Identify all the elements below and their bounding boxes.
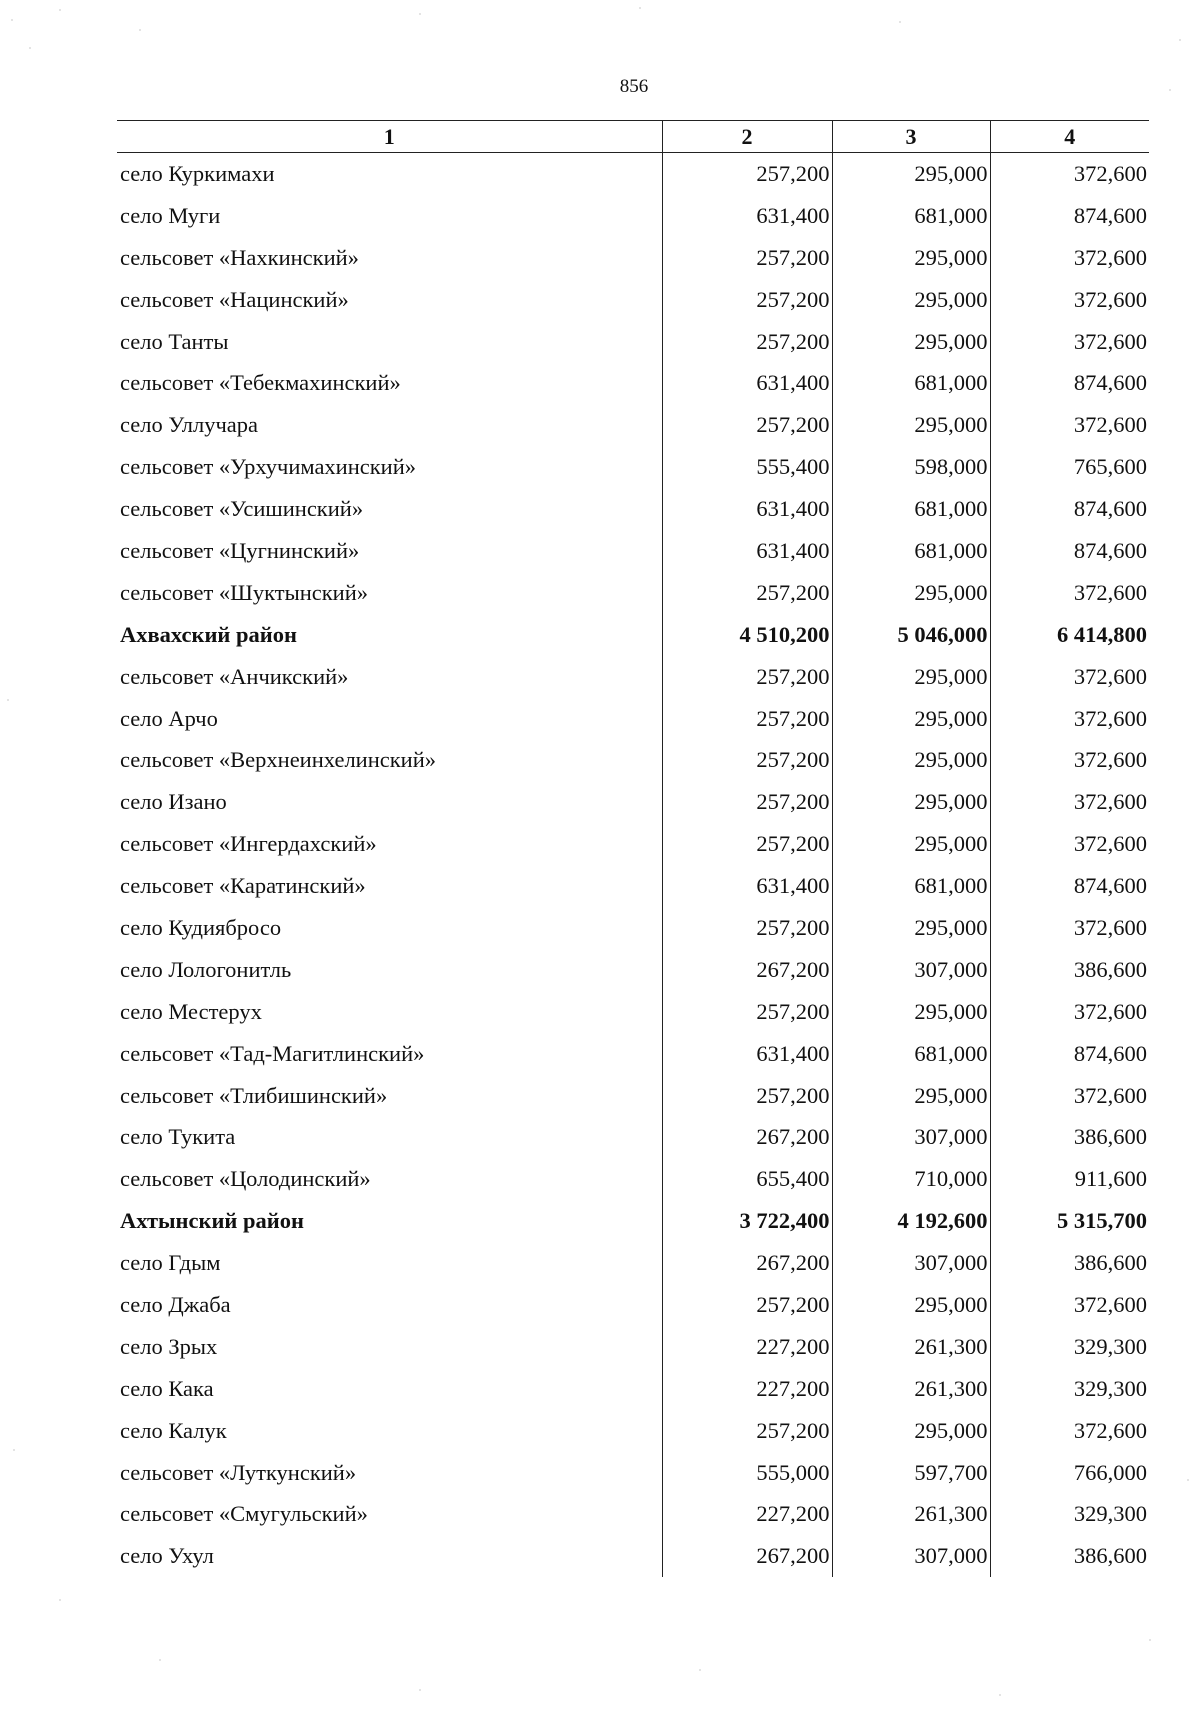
row-value-col2: 267,200 (662, 1535, 832, 1577)
row-value-col3: 295,000 (832, 656, 990, 698)
row-name: сельсовет «Верхнеинхелинский» (120, 747, 436, 773)
row-value-col3: 295,000 (832, 698, 990, 740)
district-total-row (117, 614, 1149, 656)
row-name: село Джаба (120, 1291, 231, 1317)
row-name: село Изано (120, 789, 227, 815)
row-value-col3: 295,000 (832, 991, 990, 1033)
row-value-col3: 307,000 (832, 1242, 990, 1284)
row-name: село Тукита (120, 1124, 236, 1150)
row-value-col2: 631,400 (662, 195, 832, 237)
row-value-col3: 295,000 (832, 823, 990, 865)
table-row (117, 1535, 1149, 1577)
row-value-col4: 874,600 (990, 530, 1149, 572)
row-name: сельсовет «Смугульский» (120, 1501, 368, 1527)
row-value-col2: 257,200 (662, 1075, 832, 1117)
row-value-col3: 295,000 (832, 739, 990, 781)
row-value-col4: 5 315,700 (990, 1200, 1149, 1242)
row-value-col4: 6 414,800 (990, 614, 1149, 656)
row-value-col4: 874,600 (990, 1033, 1149, 1075)
row-value-col4: 766,000 (990, 1452, 1149, 1494)
row-value-col3: 597,700 (832, 1452, 990, 1494)
row-name: сельсовет «Нацинский» (120, 286, 349, 312)
table-row (117, 1494, 1149, 1536)
row-value-col4: 372,600 (990, 572, 1149, 614)
row-value-col4: 372,600 (990, 404, 1149, 446)
row-name: сельсовет «Шуктынский» (120, 579, 368, 605)
row-value-col4: 372,600 (990, 279, 1149, 321)
row-value-col3: 307,000 (832, 949, 990, 991)
table-row (117, 1033, 1149, 1075)
row-name: село Танты (120, 328, 229, 354)
row-value-col2: 257,200 (662, 739, 832, 781)
row-value-col4: 372,600 (990, 907, 1149, 949)
row-name: село Зрых (120, 1333, 218, 1359)
column-header-3: 3 (832, 121, 990, 153)
row-name: село Калук (120, 1417, 227, 1443)
row-value-col4: 372,600 (990, 991, 1149, 1033)
row-name: село Ухул (120, 1543, 214, 1569)
row-value-col2: 631,400 (662, 530, 832, 572)
table-row (117, 823, 1149, 865)
row-value-col4: 372,600 (990, 656, 1149, 698)
row-name: Ахвахский район (120, 621, 297, 647)
row-value-col4: 386,600 (990, 1535, 1149, 1577)
table-row (117, 237, 1149, 279)
row-name: село Арчо (120, 705, 218, 731)
row-value-col2: 631,400 (662, 865, 832, 907)
row-name: сельсовет «Урхучимахинский» (120, 454, 417, 480)
row-value-col4: 372,600 (990, 1075, 1149, 1117)
row-value-col2: 257,200 (662, 656, 832, 698)
table-row (117, 656, 1149, 698)
row-value-col4: 911,600 (990, 1158, 1149, 1200)
row-value-col2: 257,200 (662, 153, 832, 195)
row-value-col2: 257,200 (662, 572, 832, 614)
row-value-col4: 372,600 (990, 739, 1149, 781)
row-value-col3: 307,000 (832, 1116, 990, 1158)
row-value-col3: 295,000 (832, 1284, 990, 1326)
row-value-col4: 372,600 (990, 698, 1149, 740)
row-value-col4: 765,600 (990, 446, 1149, 488)
budget-table-container (117, 120, 1149, 1577)
row-value-col4: 372,600 (990, 1410, 1149, 1452)
row-name: сельсовет «Тебекмахинский» (120, 370, 401, 396)
table-row (117, 1410, 1149, 1452)
table-row (117, 698, 1149, 740)
row-value-col3: 295,000 (832, 781, 990, 823)
row-value-col2: 257,200 (662, 237, 832, 279)
table-row (117, 488, 1149, 530)
row-value-col3: 598,000 (832, 446, 990, 488)
row-value-col3: 295,000 (832, 279, 990, 321)
row-name: сельсовет «Усишинский» (120, 496, 364, 522)
row-name: село Муги (120, 202, 221, 228)
table-row (117, 865, 1149, 907)
row-value-col2: 257,200 (662, 823, 832, 865)
budget-table (117, 120, 1149, 1577)
row-value-col2: 267,200 (662, 949, 832, 991)
row-value-col4: 386,600 (990, 1242, 1149, 1284)
row-value-col4: 372,600 (990, 1284, 1149, 1326)
row-value-col2: 267,200 (662, 1242, 832, 1284)
row-value-col3: 295,000 (832, 1075, 990, 1117)
row-name: сельсовет «Каратинский» (120, 873, 366, 899)
row-value-col2: 257,200 (662, 279, 832, 321)
row-name: сельсовет «Луткунский» (120, 1459, 357, 1485)
table-body (117, 153, 1149, 1578)
row-value-col2: 555,400 (662, 446, 832, 488)
row-value-col3: 295,000 (832, 404, 990, 446)
column-header-2: 2 (662, 121, 832, 153)
row-value-col3: 681,000 (832, 1033, 990, 1075)
table-row (117, 446, 1149, 488)
district-total-row (117, 1200, 1149, 1242)
table-row (117, 195, 1149, 237)
row-name: село Уллучара (120, 412, 258, 438)
row-value-col2: 257,200 (662, 1410, 832, 1452)
table-row (117, 530, 1149, 572)
row-value-col2: 227,200 (662, 1494, 832, 1536)
table-row (117, 1326, 1149, 1368)
row-value-col2: 631,400 (662, 362, 832, 404)
row-value-col2: 257,200 (662, 991, 832, 1033)
row-name: село Кудиябросо (120, 914, 282, 940)
column-header-1: 1 (117, 121, 662, 153)
table-row (117, 907, 1149, 949)
row-value-col2: 227,200 (662, 1368, 832, 1410)
row-value-col3: 681,000 (832, 530, 990, 572)
row-value-col2: 555,000 (662, 1452, 832, 1494)
row-value-col3: 295,000 (832, 321, 990, 363)
row-value-col2: 631,400 (662, 1033, 832, 1075)
row-value-col4: 386,600 (990, 949, 1149, 991)
row-value-col3: 295,000 (832, 1410, 990, 1452)
row-value-col4: 372,600 (990, 237, 1149, 279)
row-value-col4: 372,600 (990, 153, 1149, 195)
row-value-col3: 261,300 (832, 1494, 990, 1536)
table-row (117, 1242, 1149, 1284)
row-name: сельсовет «Тлибишинский» (120, 1082, 388, 1108)
table-row (117, 321, 1149, 363)
table-row (117, 1368, 1149, 1410)
table-row (117, 572, 1149, 614)
row-name: село Гдым (120, 1250, 221, 1276)
row-value-col4: 386,600 (990, 1116, 1149, 1158)
table-row (117, 1075, 1149, 1117)
row-name: село Местерух (120, 998, 262, 1024)
row-value-col4: 874,600 (990, 195, 1149, 237)
row-value-col2: 655,400 (662, 1158, 832, 1200)
row-name: Ахтынский район (120, 1208, 304, 1234)
row-name: село Куркимахи (120, 160, 275, 186)
row-value-col4: 329,300 (990, 1494, 1149, 1536)
row-value-col3: 295,000 (832, 907, 990, 949)
row-value-col3: 307,000 (832, 1535, 990, 1577)
row-value-col3: 5 046,000 (832, 614, 990, 656)
row-value-col4: 329,300 (990, 1326, 1149, 1368)
table-row (117, 279, 1149, 321)
row-value-col2: 257,200 (662, 404, 832, 446)
row-value-col3: 4 192,600 (832, 1200, 990, 1242)
table-row (117, 404, 1149, 446)
row-value-col4: 372,600 (990, 781, 1149, 823)
row-value-col3: 261,300 (832, 1368, 990, 1410)
row-name: село Кака (120, 1375, 214, 1401)
table-row (117, 781, 1149, 823)
row-value-col2: 227,200 (662, 1326, 832, 1368)
table-row (117, 949, 1149, 991)
table-header (117, 121, 1149, 153)
row-value-col3: 681,000 (832, 488, 990, 530)
row-value-col2: 631,400 (662, 488, 832, 530)
row-value-col2: 257,200 (662, 781, 832, 823)
row-value-col2: 267,200 (662, 1116, 832, 1158)
table-row (117, 1284, 1149, 1326)
row-value-col3: 295,000 (832, 153, 990, 195)
row-value-col3: 295,000 (832, 237, 990, 279)
table-row (117, 1158, 1149, 1200)
row-value-col3: 261,300 (832, 1326, 990, 1368)
row-name: сельсовет «Анчикский» (120, 663, 349, 689)
row-name: сельсовет «Цолодинский» (120, 1166, 371, 1192)
table-row (117, 739, 1149, 781)
row-value-col2: 257,200 (662, 321, 832, 363)
row-name: сельсовет «Нахкинский» (120, 244, 359, 270)
table-row (117, 1116, 1149, 1158)
row-name: сельсовет «Ингердахский» (120, 831, 377, 857)
table-row (117, 1452, 1149, 1494)
row-value-col3: 681,000 (832, 362, 990, 404)
row-value-col2: 257,200 (662, 698, 832, 740)
column-header-4: 4 (990, 121, 1149, 153)
row-value-col4: 874,600 (990, 488, 1149, 530)
row-value-col4: 372,600 (990, 321, 1149, 363)
table-row (117, 153, 1149, 195)
row-name: сельсовет «Тад-Магитлинский» (120, 1040, 425, 1066)
row-value-col4: 372,600 (990, 823, 1149, 865)
row-value-col3: 295,000 (832, 572, 990, 614)
row-value-col3: 681,000 (832, 195, 990, 237)
row-value-col3: 710,000 (832, 1158, 990, 1200)
row-value-col2: 257,200 (662, 1284, 832, 1326)
row-value-col2: 257,200 (662, 907, 832, 949)
row-value-col2: 3 722,400 (662, 1200, 832, 1242)
row-value-col4: 874,600 (990, 865, 1149, 907)
page-number: 856 (619, 76, 649, 97)
row-value-col4: 329,300 (990, 1368, 1149, 1410)
row-name: село Лологонитль (120, 956, 292, 982)
row-value-col4: 874,600 (990, 362, 1149, 404)
row-name: сельсовет «Цугнинский» (120, 537, 360, 563)
header-row (117, 121, 1149, 153)
row-value-col3: 681,000 (832, 865, 990, 907)
row-value-col2: 4 510,200 (662, 614, 832, 656)
table-row (117, 991, 1149, 1033)
table-row (117, 362, 1149, 404)
